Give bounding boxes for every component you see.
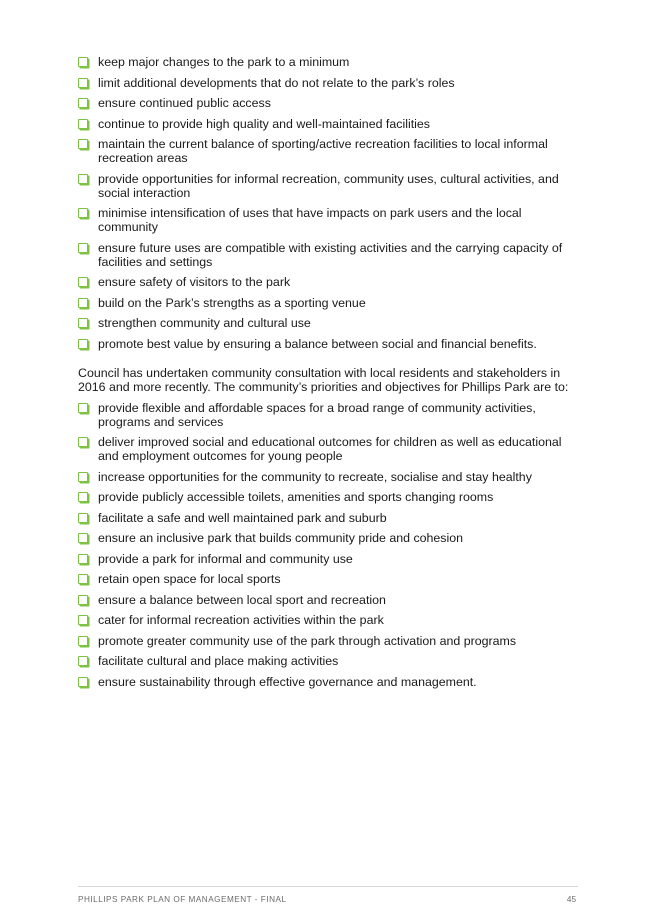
checkbox-bullet-icon	[78, 318, 88, 328]
checkbox-bullet-icon	[78, 636, 88, 646]
list-item	[78, 55, 578, 69]
list-item	[78, 675, 578, 689]
checkbox-bullet-icon	[78, 57, 88, 67]
list-item	[78, 531, 578, 545]
community-priorities-list	[78, 401, 578, 689]
list-item-text: provide flexible and affordable spaces for a broad range of community activities, programs and services	[98, 400, 536, 429]
footer-document-title: PHILLIPS PARK PLAN OF MANAGEMENT - FINAL	[78, 895, 287, 904]
checkbox-bullet-icon	[78, 513, 88, 523]
list-item	[78, 206, 578, 234]
list-item-text: ensure a balance between local sport and recreation	[98, 592, 386, 607]
checkbox-bullet-icon	[78, 339, 88, 349]
checkbox-bullet-icon	[78, 119, 88, 129]
list-item-text: strengthen community and cultural use	[98, 316, 311, 330]
checkbox-bullet-icon	[78, 277, 88, 287]
list-item-text: facilitate a safe and well maintained park and suburb	[98, 510, 387, 525]
checkbox-bullet-icon	[78, 554, 88, 564]
list-item-text: ensure continued public access	[98, 96, 271, 110]
checkbox-bullet-icon	[78, 243, 88, 253]
checkbox-bullet-icon	[78, 656, 88, 666]
list-item-text: promote best value by ensuring a balance between social and financial benefits.	[98, 336, 537, 351]
list-item	[78, 470, 578, 484]
list-item-text: provide publicly accessible toilets, amenities and sports changing rooms	[98, 490, 494, 504]
checkbox-bullet-icon	[78, 615, 88, 625]
list-item-text: limit additional developments that do not relate to the park’s roles	[98, 75, 455, 90]
checkbox-bullet-icon	[78, 78, 88, 88]
footer-page-number: 45	[566, 895, 576, 904]
list-item-text: facilitate cultural and place making activities	[98, 654, 339, 668]
list-item-text: increase opportunities for the community to recreate, socialise and stay healthy	[98, 469, 532, 484]
checkbox-bullet-icon	[78, 472, 88, 482]
list-item	[78, 76, 578, 90]
checkbox-bullet-icon	[78, 139, 88, 149]
list-item	[78, 172, 578, 200]
list-item	[78, 634, 578, 648]
list-item-text: cater for informal recreation activities within the park	[98, 613, 384, 627]
list-item	[78, 593, 578, 607]
list-item	[78, 275, 578, 289]
checkbox-bullet-icon	[78, 595, 88, 605]
list-item	[78, 511, 578, 525]
list-item-text: ensure future uses are compatible with existing activities and the carrying capacity of facilities and settings	[98, 240, 563, 269]
list-item	[78, 613, 578, 627]
checkbox-bullet-icon	[78, 437, 88, 447]
management-principles-list	[78, 55, 578, 351]
list-item	[78, 241, 578, 269]
checkbox-bullet-icon	[78, 298, 88, 308]
list-item	[78, 401, 578, 429]
checkbox-bullet-icon	[78, 208, 88, 218]
list-item-text: continue to provide high quality and well-maintained facilities	[98, 116, 430, 131]
checkbox-bullet-icon	[78, 574, 88, 584]
list-item-text: promote greater community use of the park through activation and programs	[98, 633, 517, 648]
checkbox-bullet-icon	[78, 174, 88, 184]
list-item-text: build on the Park’s strengths as a sporting venue	[98, 295, 366, 310]
list-item	[78, 316, 578, 330]
page-content	[78, 55, 578, 695]
checkbox-bullet-icon	[78, 403, 88, 413]
list-item	[78, 490, 578, 504]
list-item-text: provide opportunities for informal recreation, community uses, cultural activities, and social interaction	[98, 171, 559, 200]
list-item	[78, 296, 578, 310]
list-item	[78, 552, 578, 566]
checkbox-bullet-icon	[78, 492, 88, 502]
checkbox-bullet-icon	[78, 533, 88, 543]
list-item	[78, 137, 578, 165]
list-item-text: provide a park for informal and community use	[98, 551, 353, 566]
list-item-text: deliver improved social and educational outcomes for children as well as educational and employment outcomes for young people	[98, 435, 562, 463]
list-item	[78, 337, 578, 351]
list-item	[78, 572, 578, 586]
list-item-text: minimise intensification of uses that have impacts on park users and the local community	[98, 206, 522, 234]
checkbox-bullet-icon	[78, 677, 88, 687]
consultation-paragraph: Council has undertaken community consultation with local residents and stakeholders in 2016 and more recently. The community’s priorities and objectives for Phillips Park are to:	[78, 365, 569, 394]
list-item-text: ensure sustainability through effective governance and management.	[98, 674, 477, 689]
list-item-text: ensure an inclusive park that builds community pride and cohesion	[98, 531, 464, 545]
checkbox-bullet-icon	[78, 98, 88, 108]
list-item-text: ensure safety of visitors to the park	[98, 275, 291, 289]
list-item	[78, 654, 578, 668]
list-item-text: retain open space for local sports	[98, 572, 281, 586]
list-item	[78, 96, 578, 110]
list-item-text: keep major changes to the park to a minimum	[98, 55, 350, 69]
list-item	[78, 435, 578, 463]
list-item-text: maintain the current balance of sporting/active recreation facilities to local informal recreation areas	[98, 137, 548, 165]
footer-divider	[78, 886, 578, 887]
list-item	[78, 117, 578, 131]
